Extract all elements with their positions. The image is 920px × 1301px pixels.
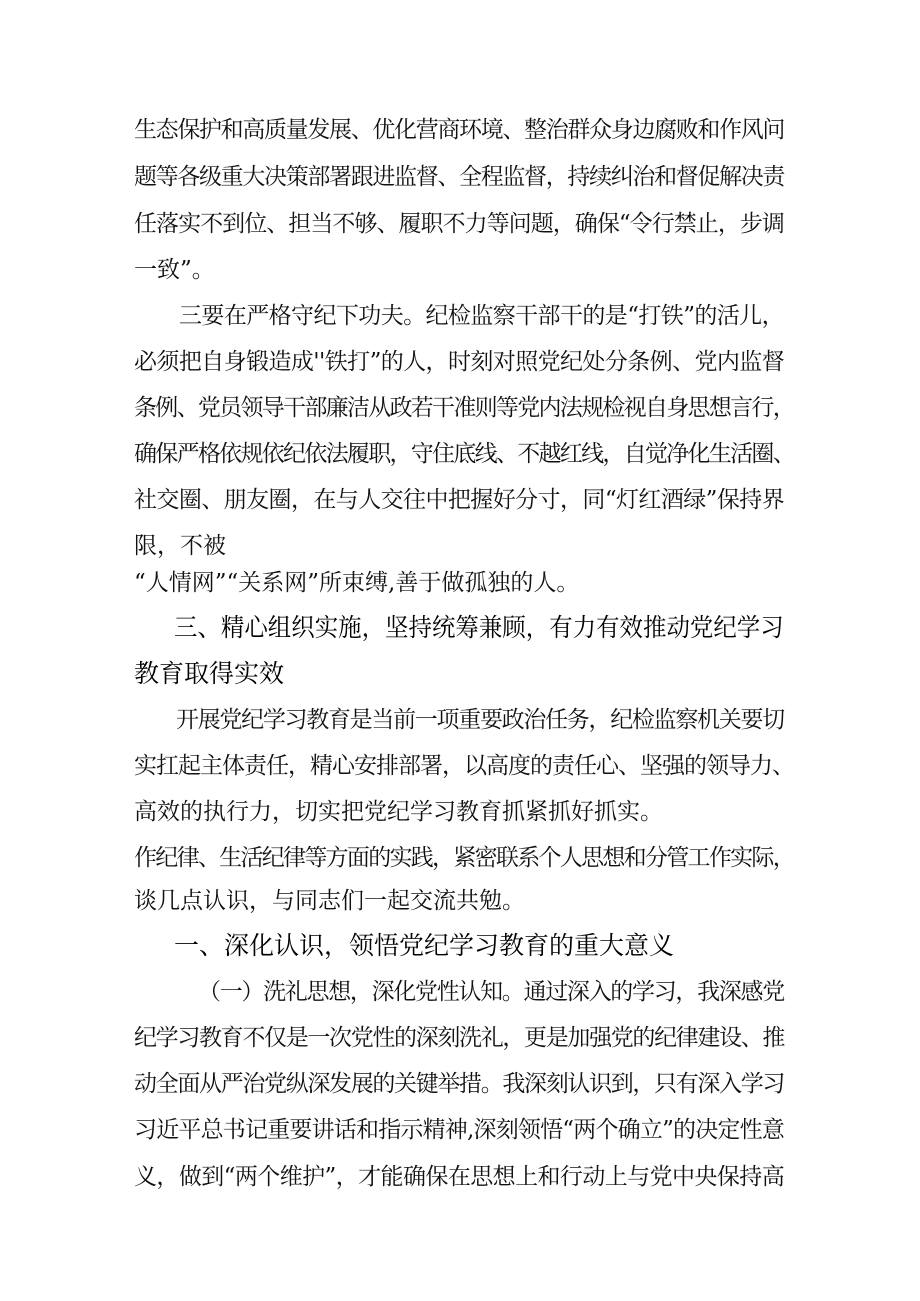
body-line: 任落实不到位、担当不够、履职不力等问题，确保“令行禁止，步调: [134, 211, 784, 237]
body-line: 高效的执行力，切实把党纪学习教育抓紧抓好抓实。: [134, 799, 663, 825]
body-line: 三要在严格守纪下功夫。纪检监察干部干的是“打铁”的活儿，: [179, 303, 784, 329]
section-heading: 一、深化认识，领悟党纪学习教育的重大意义: [174, 931, 675, 960]
body-line: 条例、党员领导干部廉洁从政若干准则等党内法规检视自身思想言行，: [134, 395, 794, 421]
body-line: 必须把自身锻造成''铁打”的人，时刻对照党纪处分条例、党内监督: [134, 349, 785, 375]
section-heading: 三、精心组织实施，坚持统筹兼顾，有力有效推动党纪学习: [174, 613, 784, 642]
body-line: 限，不被: [134, 533, 226, 559]
body-line: 实扛起主体责任，精心安排部署，以高度的责任心、坚强的领导力、: [134, 753, 794, 779]
section-heading-continued: 教育取得实效: [134, 659, 285, 688]
body-line: 作纪律、生活纪律等方面的实践，紧密联系个人思想和分管工作实际，: [134, 845, 794, 871]
body-line: 题等各级重大决策部署跟进监督、全程监督，持续纠治和督促解决责: [134, 164, 785, 190]
body-line: （一）洗礼思想，深化党性认知。通过深入的学习，我深感党: [198, 979, 784, 1005]
body-line: 谈几点认识，与同志们一起交流共勉。: [134, 888, 525, 914]
body-line: 生态保护和高质量发展、优化营商环境、整治群众身边腐败和作风问: [134, 117, 785, 143]
body-line: 纪学习教育不仅是一次党性的深刻洗礼，更是加强党的纪律建设、推: [134, 1025, 785, 1051]
body-line: 社交圈、朋友圈，在与人交往中把握好分寸，同“灯红酒绿”保持界: [134, 487, 785, 513]
body-line: 一致”。: [134, 257, 215, 283]
body-line: “人情网”“关系网”所束缚,善于做孤独的人。: [134, 570, 580, 596]
body-line: 习近平总书记重要讲话和指示精神,深刻领悟“两个确立”的决定性意: [134, 1117, 785, 1143]
body-line: 开展党纪学习教育是当前一项重要政治任务，纪检监察机关要切: [176, 707, 784, 733]
body-line: 义，做到“两个维护”，才能确保在思想上和行动上与党中央保持高: [134, 1164, 785, 1190]
body-line: 确保严格依规依纪依法履职，守住底线、不越红线，自觉净化生活圈、: [134, 441, 794, 467]
body-line: 动全面从严治党纵深发展的关键举措。我深刻认识到，只有深入学习: [134, 1071, 785, 1097]
